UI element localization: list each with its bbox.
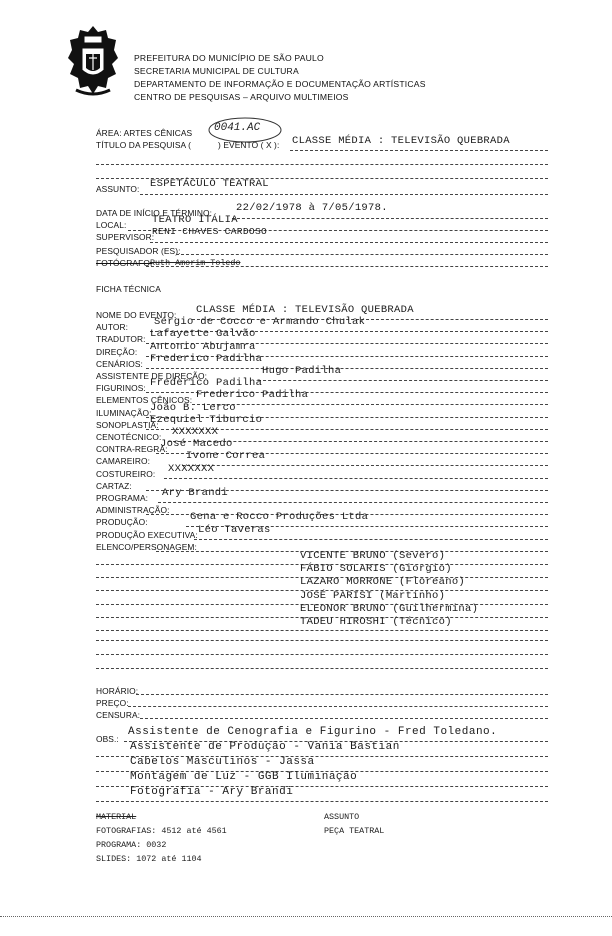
elenco-item: LAZARO MORRONE (Floreano) — [300, 576, 466, 589]
preco-label: PREÇO: — [96, 698, 129, 708]
ficha-value: Sérgio de Cocco e Armando Chulak — [154, 316, 366, 329]
ficha-value: Antonio Abujamra — [150, 340, 256, 353]
ficha-value: Ezequiel Tiburcio — [150, 413, 263, 426]
obs-line: Fotografia - Ary Brandi — [130, 786, 294, 798]
header-line-4: CENTRO DE PESQUISAS – ARQUIVO MULTIMEIOS — [134, 92, 349, 102]
ficha-value: XXXXXXX — [172, 426, 219, 438]
institution-header — [134, 52, 426, 104]
ficha-label: ASSISTENTE DE DIREÇÃO: — [96, 371, 208, 381]
fotografo-value: Ruth Amorim Toledo — [150, 258, 241, 268]
pesquisador-label: PESQUISADOR (ES): — [96, 246, 181, 256]
material-slides: SLIDES: 1072 até 1104 — [96, 854, 202, 864]
ficha-value: Ivone Correa — [186, 450, 266, 463]
material-fotografias: FOTOGRAFIAS: 4512 até 4561 — [96, 826, 227, 836]
ficha-label: CENÁRIOS: — [96, 358, 143, 369]
elenco-item: TADEU HIROSHI (Técnico) — [300, 616, 452, 628]
ficha-label: CONTRA-REGRA: — [96, 444, 168, 455]
header-line-3: DEPARTAMENTO DE INFORMAÇÃO E DOCUMENTAÇÃO ARTÍSTICAS — [134, 79, 426, 89]
ficha-label: FIGURINOS: — [96, 383, 146, 394]
ficha-label: PRODUÇÃO: — [96, 517, 148, 528]
supervisor-label: SUPERVISOR: — [96, 232, 155, 242]
horario-label: HORÁRIO: — [96, 686, 139, 696]
obs-line: Cabelos Masculinos - Jassa — [130, 756, 315, 768]
evento-value: CLASSE MÉDIA : TELEVISÃO QUEBRADA — [292, 135, 510, 147]
elenco-item: ELEONOR BRUNO (Guilhermina) — [300, 602, 479, 615]
data-value: 22/02/1978 à 7/05/1978. — [236, 202, 388, 214]
material-programa: PROGRAMA: 0032 — [96, 840, 167, 850]
ficha-label: PRODUÇÃO EXECUTIVA: — [96, 529, 198, 540]
assunto-footer-label: ASSUNTO — [324, 812, 360, 822]
ficha-value: Hugo Padilha — [262, 365, 342, 377]
ficha-label: NOME DO EVENTO: — [96, 310, 177, 320]
assunto-footer-value: PEÇA TEATRAL — [324, 826, 385, 836]
local-value: TEATRO ITÁLIA — [152, 214, 238, 226]
area-label: ÁREA: ARTES CÊNICAS — [96, 128, 193, 138]
censura-label: CENSURA: — [96, 710, 141, 720]
supervisor-value: RENI CHAVES CARDOSO — [152, 226, 268, 237]
ficha-value: Gena e Rocco Produções Ltda — [190, 511, 369, 524]
ficha-value: XXXXXXX — [168, 462, 215, 475]
elenco-item: FÁBIO SOLARIS (Giorgio) — [300, 563, 452, 576]
ficha-label: ILUMINAÇÃO: — [96, 407, 152, 418]
ficha-value: Ary Brandi — [162, 487, 229, 499]
ficha-label: COSTUREIRO: — [96, 468, 156, 479]
ficha-label: ADMINISTRAÇÃO: — [96, 505, 170, 516]
obs-label: OBS.: — [96, 734, 119, 744]
assunto-label: ASSUNTO: — [96, 184, 140, 194]
obs-line: Assistente de Cenografia e Figurino - Fred Toledano. — [128, 726, 498, 738]
city-crest-icon — [64, 24, 122, 98]
ficha-label: TRADUTOR: — [96, 334, 146, 345]
elenco-item: VICENTE BRUNO (Severo) — [300, 550, 446, 562]
ficha-label: CAMAREIRO: — [96, 456, 151, 467]
ficha-value: Lafayette Galvão — [150, 328, 256, 341]
ficha-label: AUTOR: — [96, 322, 129, 333]
ficha-title: FICHA TÉCNICA — [96, 284, 161, 294]
ficha-value: Frederico Padilha — [150, 377, 263, 390]
ficha-value: Frederico Padilha — [150, 352, 263, 365]
ficha-value: José Macedo — [160, 438, 233, 451]
material-label: MATERIAL — [96, 812, 137, 822]
fotografo-label: FOTÓGRAFO: — [96, 258, 153, 268]
elenco-item: JOSÉ PARISI (Martinho) — [300, 589, 446, 602]
obs-line: Montagem de Luz - GGB Iluminação — [130, 771, 358, 783]
ficha-label: ELEMENTOS CÊNICOS: — [96, 395, 193, 406]
ficha-label: CARTAZ: — [96, 480, 132, 491]
evento-label: ) EVENTO ( X ): — [218, 140, 280, 150]
ficha-label: CENOTÉCNICO: — [96, 432, 162, 442]
data-label: DATA DE INÍCIO E TÉRMINO: — [96, 208, 213, 218]
area-code: 0041.AC — [214, 122, 261, 134]
ficha-value: João B. Lerco — [150, 401, 236, 414]
ficha-label: DIREÇÃO: — [96, 346, 138, 357]
ficha-label: PROGRAMA: — [96, 493, 149, 503]
ficha-value: Frederico Padilha — [196, 389, 309, 402]
ficha-value: CLASSE MÉDIA : TELEVISÃO QUEBRADA — [196, 304, 414, 316]
titulo-label: TÍTULO DA PESQUISA ( — [96, 140, 192, 150]
ficha-value: Léo Taveras — [198, 523, 271, 536]
header-line-2: SECRETARIA MUNICIPAL DE CULTURA — [134, 66, 299, 76]
ficha-label: SONOPLASTIA: — [96, 419, 159, 430]
ficha-label: ELENCO/PERSONAGEM: — [96, 541, 197, 552]
assunto-value: ESPETÁCULO TEATRAL — [150, 178, 269, 190]
local-label: LOCAL: — [96, 220, 127, 230]
obs-line: Assistente de Produção - Vania Bastian — [130, 741, 400, 753]
header-line-1: PREFEITURA DO MUNICÍPIO DE SÃO PAULO — [134, 53, 324, 63]
